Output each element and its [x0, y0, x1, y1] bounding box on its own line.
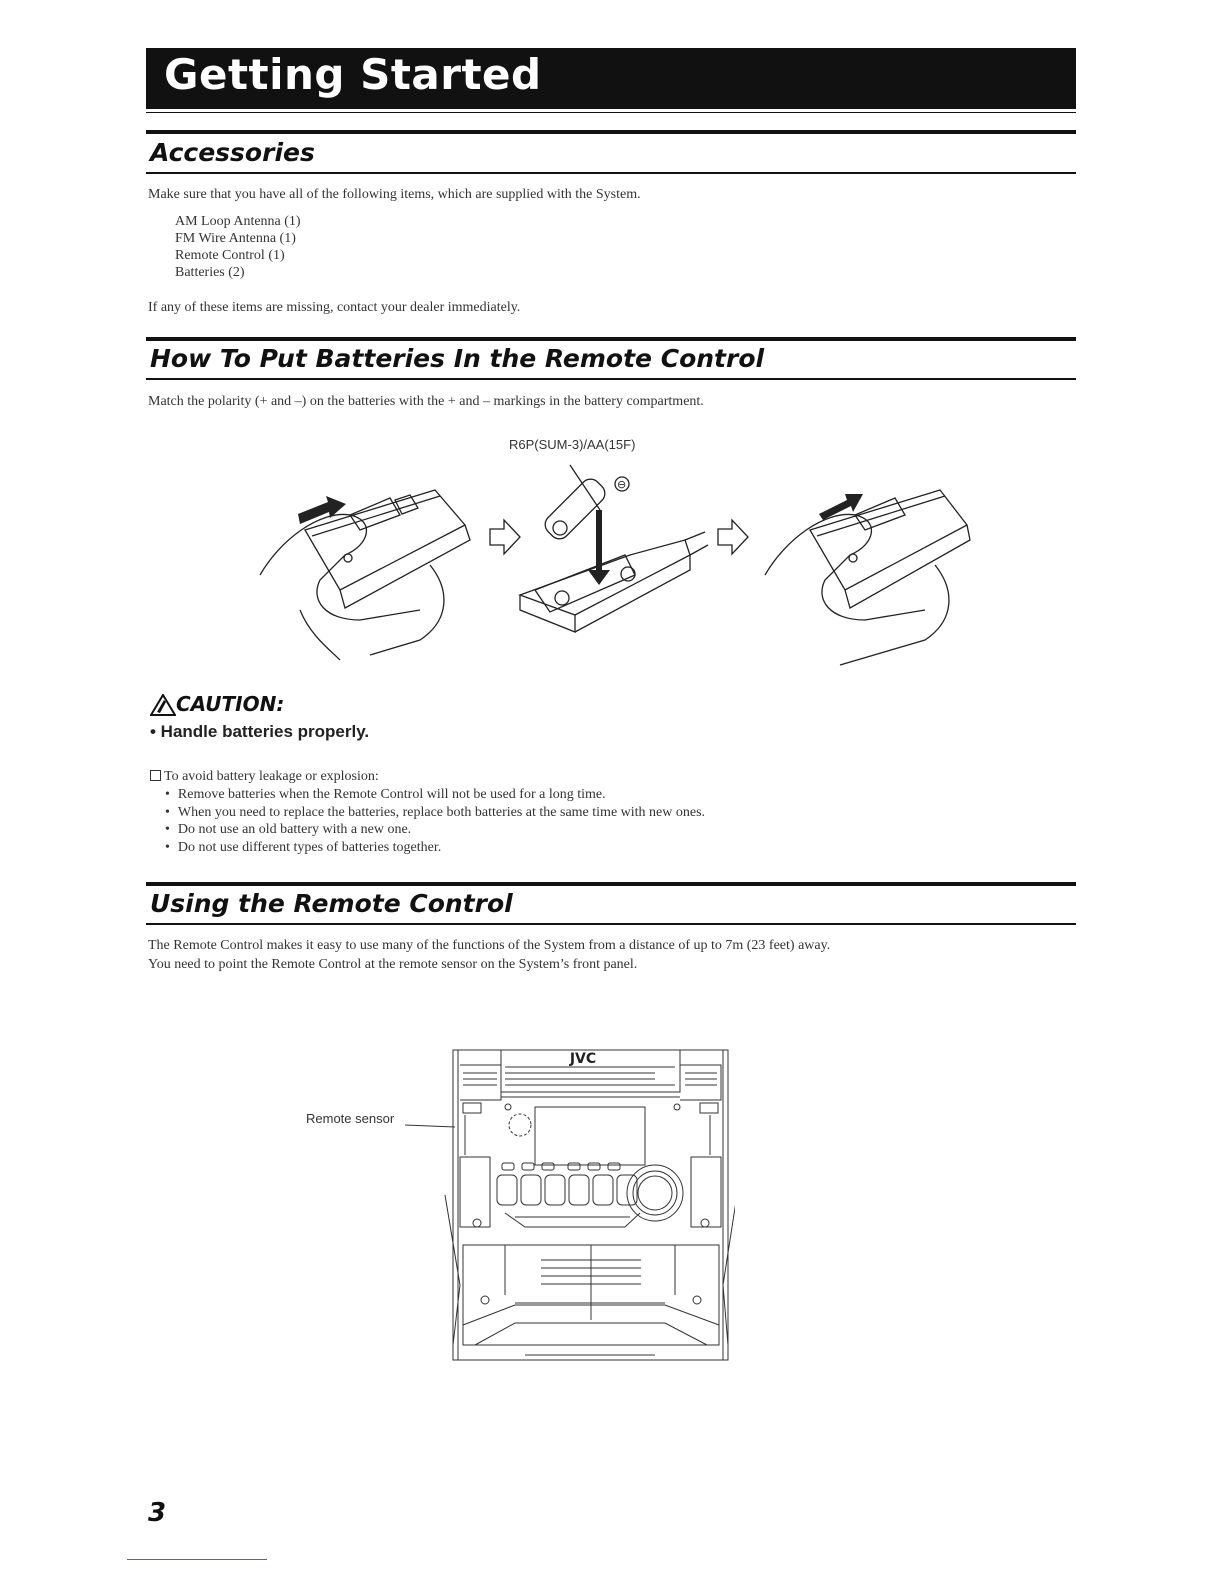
list-item: • Do not use an old battery with a new one.: [165, 821, 705, 839]
svg-text:⊖: ⊖: [617, 478, 627, 491]
list-item: AM Loop Antenna (1): [175, 214, 301, 229]
accessories-intro: Make sure that you have all of the following items, which are supplied with the System.: [148, 187, 641, 202]
remote-line-2: You need to point the Remote Control at the remote sensor on the System’s front panel.: [148, 957, 638, 972]
banner-rule: [146, 112, 1076, 113]
caution-lead: To avoid battery leakage or explosion:: [164, 769, 379, 784]
accessories-heading: Accessories: [150, 138, 315, 167]
list-item: Remote Control (1): [175, 248, 285, 263]
remote-heading: Using the Remote Control: [150, 889, 513, 918]
caution-lead-line: [150, 769, 379, 785]
battery-type-label: R6P(SUM-3)/AA(15F): [509, 437, 636, 452]
step-arrow-icon: [716, 517, 752, 557]
remote-line-1: The Remote Control makes it easy to use many of the functions of the System from a distance of up to 7m (23 feet) away.: [148, 938, 831, 953]
remote-open-cover-illustration: [250, 470, 490, 670]
caution-bullets: [165, 786, 705, 856]
section-rule-bottom: [146, 923, 1076, 925]
caution-subtitle: • Handle batteries properly.: [150, 722, 370, 741]
brand-logo: JVC: [569, 1051, 597, 1067]
list-item: • When you need to replace the batteries, replace both batteries at the same time with new ones.: [165, 804, 705, 822]
section-rule-top: [146, 882, 1076, 886]
batteries-heading: How To Put Batteries In the Remote Control: [150, 344, 765, 373]
list-item: FM Wire Antenna (1): [175, 231, 296, 246]
list-item: • Remove batteries when the Remote Control will not be used for a long time.: [165, 786, 705, 804]
footer-rule: [127, 1559, 267, 1560]
section-rule-bottom: [146, 378, 1076, 380]
section-rule-bottom: [146, 172, 1076, 174]
batteries-intro: Match the polarity (+ and –) on the batteries with the + and – markings in the battery compartment.: [148, 394, 704, 409]
list-item: Batteries (2): [175, 265, 245, 280]
stereo-front-panel-illustration: [405, 1045, 735, 1365]
remote-sensor-label: Remote sensor: [306, 1111, 395, 1126]
accessories-note: If any of these items are missing, contact your dealer immediately.: [148, 300, 521, 315]
chapter-title: Getting Started: [164, 50, 542, 99]
section-rule-top: [146, 337, 1076, 341]
battery-insertion-illustration: [510, 460, 710, 665]
section-rule-top: [146, 130, 1076, 134]
caution-title: CAUTION:: [176, 692, 285, 716]
caution-icon: [150, 694, 176, 716]
accessories-list: [175, 213, 301, 281]
remote-close-cover-illustration: [755, 470, 980, 670]
checkbox-icon: [150, 770, 161, 781]
chapter-banner: [146, 48, 1076, 109]
page-number: 3: [148, 1498, 167, 1528]
list-item: • Do not use different types of batteries together.: [165, 839, 705, 857]
